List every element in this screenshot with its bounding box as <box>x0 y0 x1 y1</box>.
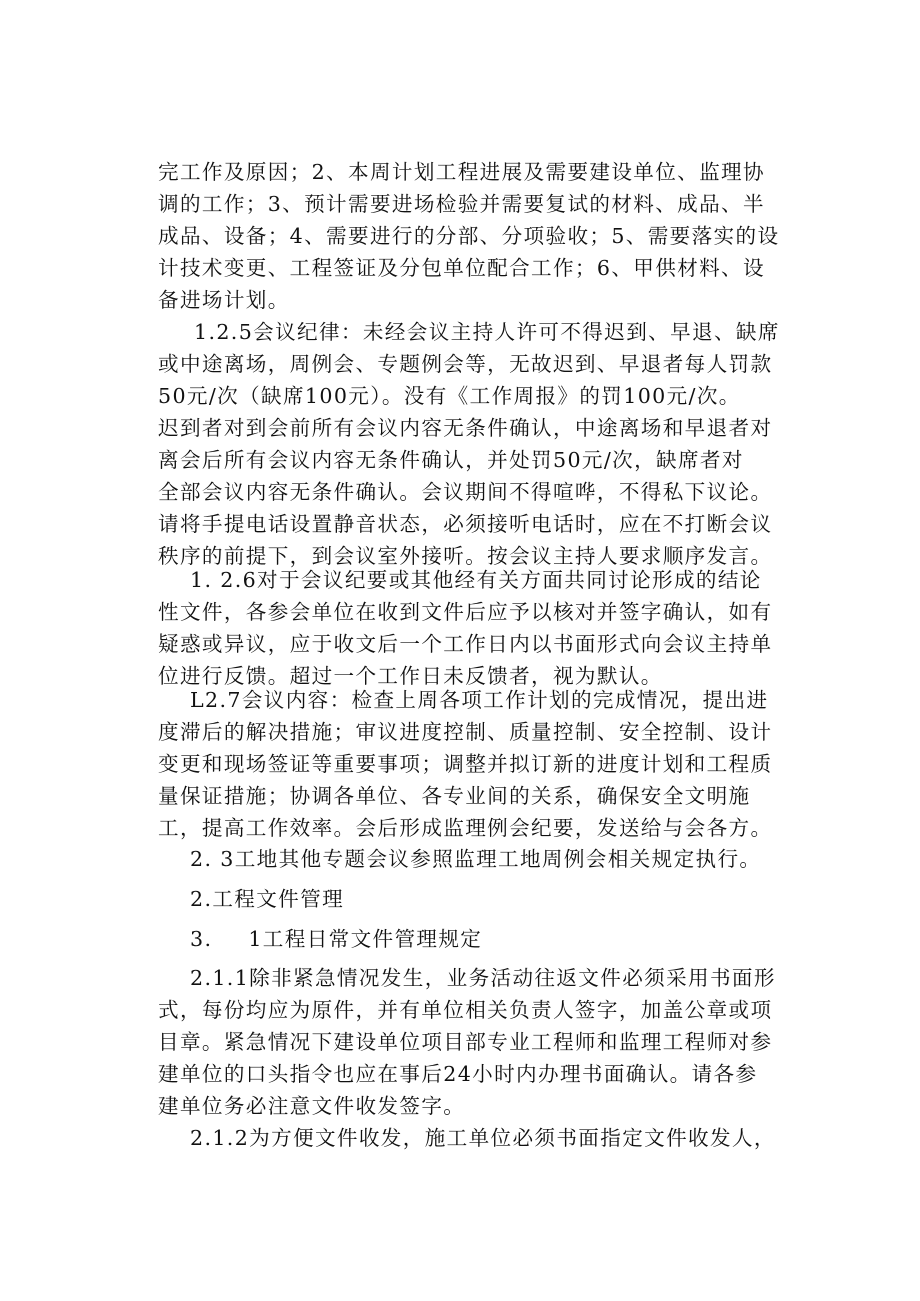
text-line: 迟到者对到会前所有会议内容无条件确认，中途离场和早退者对 <box>158 416 773 440</box>
paragraph-2-1-1-written-documents <box>158 962 776 1122</box>
text-line: 建单位务必注意文件收发签字。 <box>158 1094 466 1118</box>
text-line: 全部会议内容无条件确认。会议期间不得喧哗，不得私下议论。 <box>158 480 773 504</box>
subsection-heading-daily-document-rules <box>158 923 770 955</box>
text-line: 位进行反馈。超过一个工作日未反馈者，视为默认。 <box>158 664 663 688</box>
paragraph-meeting-agenda-items <box>158 156 780 316</box>
text-line: 2.1.2为方便文件收发，施工单位必须书面指定文件收发人， <box>190 1126 776 1150</box>
text-line: 量保证措施；协调各单位、各专业间的关系，确保安全文明施 <box>158 784 751 808</box>
paragraph-1-2-7-meeting-content <box>158 684 773 844</box>
text-line: 调的工作；3、预计需要进场检验并需要复试的材料、成品、半 <box>158 192 765 216</box>
text-line: 目章。紧急情况下建设单位项目部专业工程师和监理工程师对参 <box>158 1030 773 1054</box>
paragraph-1-2-5-meeting-discipline <box>158 316 780 572</box>
text-line: 50元/次（缺席100元）。没有《工作周报》的罚100元/次。 <box>158 384 741 408</box>
text-line: 1.2.5会议纪律：未经会议主持人许可不得迟到、早退、缺席 <box>194 320 780 344</box>
text-line: 成品、设备；4、需要进行的分部、分项验收；5、需要落实的设 <box>158 224 780 248</box>
text-line: 离会后所有会议内容无条件确认，并处罚50元/次，缺席者对 <box>158 448 744 472</box>
text-line: 式，每份均应为原件，并有单位相关负责人签字，加盖公章或项 <box>158 998 773 1022</box>
text-line <box>158 923 770 955</box>
section-heading-document-management <box>158 883 770 915</box>
text-line: L2.7会议内容：检查上周各项工作计划的完成情况，提出进 <box>190 688 769 712</box>
text-line: 计技术变更、工程签证及分包单位配合工作；6、甲供材料、设 <box>158 256 765 280</box>
text-line: 请将手提电话设置静音状态，必须接听电话时，应在不打断会议 <box>158 512 773 536</box>
text-line: 疑惑或异议，应于收文后一个工作日内以书面形式向会议主持单 <box>158 632 773 656</box>
text-line: 或中途离场，周例会、专题例会等，无故迟到、早退者每人罚款 <box>158 352 773 376</box>
text-line: 工，提高工作效率。会后形成监理例会纪要，发送给与会各方。 <box>158 816 773 840</box>
text-line: 秩序的前提下，到会议室外接听。按会议主持人要求顺序发言。 <box>158 544 773 568</box>
text-line: 建单位的口头指令也应在事后24小时内办理书面确认。请各参 <box>158 1062 758 1086</box>
text-line: 2.工程文件管理 <box>190 887 345 911</box>
heading-text: 1工程日常文件管理规定 <box>248 927 483 951</box>
text-line: 1. 2.6对于会议纪要或其他经有关方面共同讨论形成的结论 <box>190 568 762 592</box>
text-line: 2. 3工地其他专题会议参照监理工地周例会相关规定执行。 <box>190 847 762 871</box>
text-line: 度滞后的解决措施；审议进度控制、质量控制、安全控制、设计 <box>158 720 773 744</box>
paragraph-2-1-2-document-recipient <box>158 1122 776 1154</box>
heading-number: 3. <box>190 927 213 951</box>
paragraph-1-2-6-minutes-confirmation <box>158 564 773 692</box>
text-line: 变更和现场签证等重要事项；调整并拟订新的进度计划和工程质 <box>158 752 773 776</box>
text-line: 完工作及原因；2、本周计划工程进展及需要建设单位、监理协 <box>158 160 765 184</box>
text-line: 2.1.1除非紧急情况发生，业务活动往返文件必须采用书面形 <box>190 966 776 990</box>
paragraph-2-3-other-meetings <box>158 843 770 875</box>
text-line: 性文件，各参会单位在收到文件后应予以核对并签字确认，如有 <box>158 600 773 624</box>
text-line: 备进场计划。 <box>158 288 290 312</box>
